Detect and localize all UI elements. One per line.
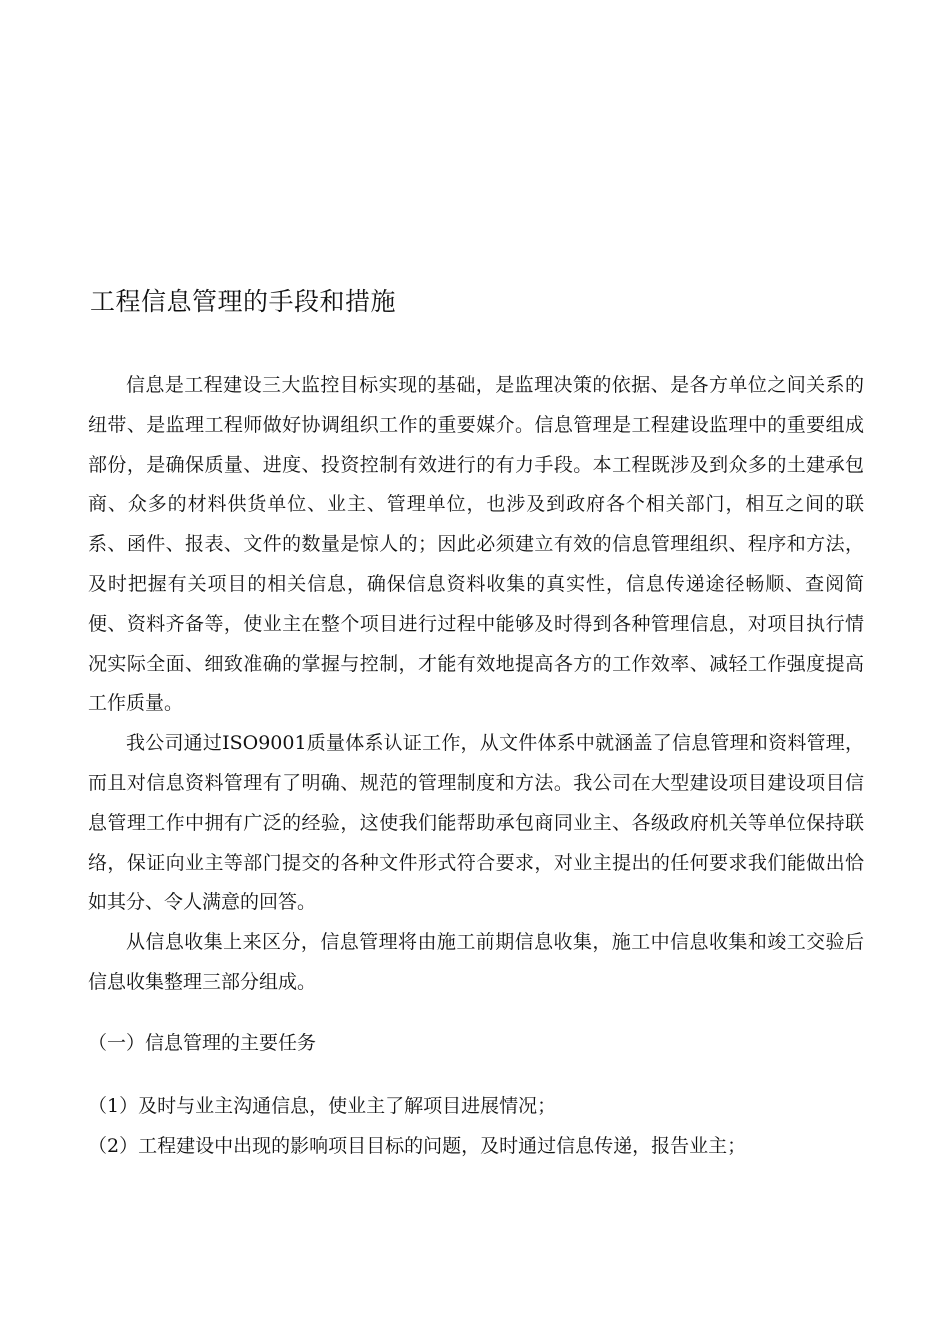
paragraph-1: 信息是工程建设三大监控目标实现的基础，是监理决策的依据、是各方单位之间关系的纽带、是监理工程师做好协调组织工作的重要媒介。信息管理是工程建设监理中的重要组成部份，是确保质量、进度、投资控制有效进行的有力手段。本工程既涉及到众多的土建承包商、众多的材料供货单位、业主、管理单位，也涉及到政府各个相关部门，相互之间的联系、函件、报表、文件的数量是惊人的；因此必须建立有效的信息管理组织、程序和方法，及时把握有关项目的相关信息，确保信息资料收集的真实性，信息传递途径畅顺、查阅简便、资料齐备等，使业主在整个项目进行过程中能够及时得到各种管理信息，对项目执行情况实际全面、细致准确的掌握与控制，才能有效地提高各方的工作效率、减轻工作强度提高工作质量。 xyxy=(88,374,864,715)
paragraph-3: 从信息收集上来区分，信息管理将由施工前期信息收集，施工中信息收集和竣工交验后信息收集整理三部分组成。 xyxy=(88,931,864,993)
task-item-2: （2）工程建设中出现的影响项目目标的问题，及时通过信息传递，报告业主； xyxy=(88,1135,747,1157)
task-item-1: （1）及时与业主沟通信息，使业主了解项目进展情况； xyxy=(88,1095,557,1117)
task-list xyxy=(88,1086,868,1166)
paragraph-2: 我公司通过ISO9001质量体系认证工作，从文件体系中就涵盖了信息管理和资料管理，而且对信息资料管理有了明确、规范的管理制度和方法。我公司在大型建设项目建设项目信息管理工作中拥有广泛的经验，这使我们能帮助承包商同业主、各级政府机关等单位保持联络，保证向业主等部门提交的各种文件形式符合要求，对业主提出的任何要求我们能做出恰如其分、令人满意的回答。 xyxy=(88,732,864,914)
body-text xyxy=(88,366,864,1003)
section-heading: （一）信息管理的主要任务 xyxy=(88,1032,317,1054)
document-title: 工程信息管理的手段和措施 xyxy=(90,287,397,316)
